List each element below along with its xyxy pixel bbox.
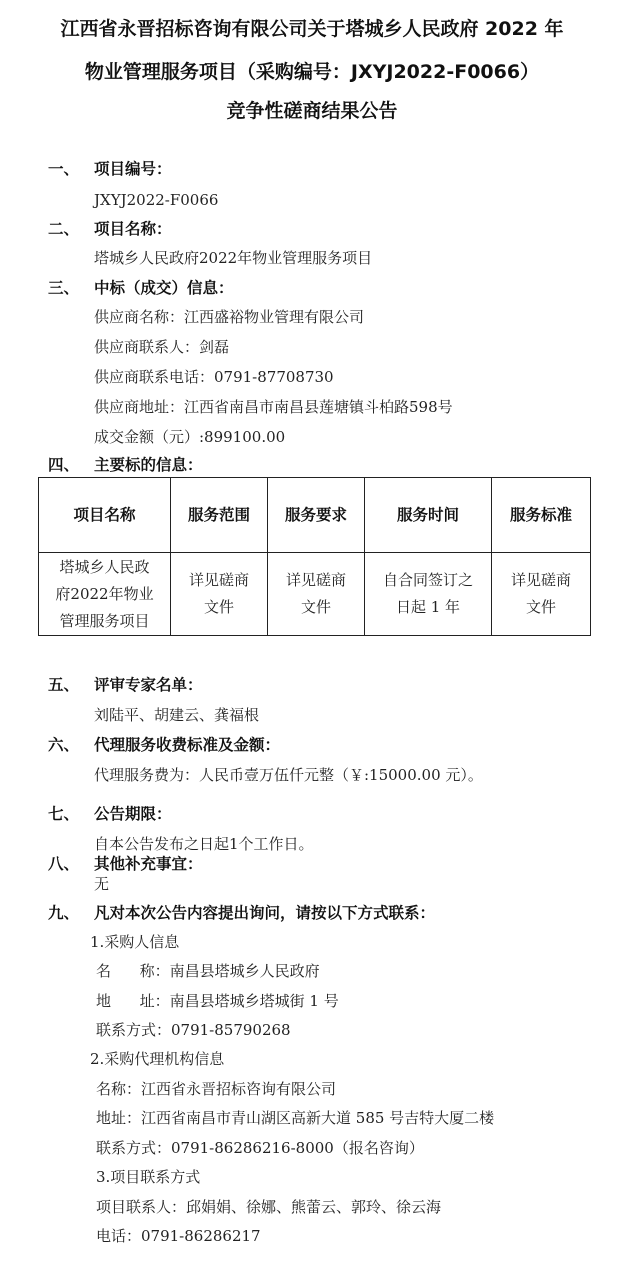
agency-phone: 联系方式：0791-86286216-8000（报名咨询） <box>96 1139 424 1157</box>
section-8-heading <box>48 854 203 874</box>
table-header-row <box>39 478 591 553</box>
table-cell <box>171 553 268 636</box>
section-3-heading <box>48 278 234 298</box>
supplementary-note: 无 <box>94 875 110 893</box>
cell-line: 详见磋商 <box>510 571 571 589</box>
supplier-address: 供应商地址：江西省南昌市南昌县莲塘镇斗柏路598号 <box>94 398 453 416</box>
section-title: 代理服务收费标准及金额： <box>94 736 281 754</box>
project-name: 塔城乡人民政府2022年物业管理服务项目 <box>94 249 373 267</box>
agency-name: 名称：江西省永晋招标咨询有限公司 <box>96 1080 337 1098</box>
supplier-name: 供应商名称：江西盛裕物业管理有限公司 <box>94 308 365 326</box>
table-cell <box>492 553 591 636</box>
cell-line: 日起 1 年 <box>395 598 461 616</box>
section-title: 项目编号： <box>94 160 172 178</box>
purchaser-address: 地 址：南昌县塔城乡塔城街 1 号 <box>96 992 339 1010</box>
subject-info-table <box>38 477 591 636</box>
supplier-contact: 供应商联系人：剑磊 <box>94 338 230 356</box>
section-5-heading <box>48 675 203 695</box>
cell-line: 文件 <box>300 598 331 616</box>
title-line-2: 物业管理服务项目（采购编号：JXYJ2022-F0066） <box>84 61 540 83</box>
section-number: 一、 <box>48 160 80 178</box>
table-header-cell: 服务标准 <box>492 478 591 553</box>
cell-line: 府2022年物业 <box>55 584 154 603</box>
section-6-heading <box>48 735 280 755</box>
section-title: 凡对本次公告内容提出询问，请按以下方式联系： <box>94 904 436 922</box>
purchaser-info-heading: 1.采购人信息 <box>90 933 180 951</box>
section-number: 八、 <box>48 855 80 873</box>
project-phone: 电话：0791-86286217 <box>96 1227 261 1245</box>
cell-line: 文件 <box>203 598 234 616</box>
section-number: 三、 <box>48 279 80 297</box>
section-title: 公告期限： <box>94 805 172 823</box>
section-title: 中标（成交）信息： <box>94 279 234 297</box>
expert-list: 刘陆平、胡建云、龚福根 <box>94 706 260 724</box>
section-number: 九、 <box>48 904 80 922</box>
section-number: 四、 <box>48 456 80 474</box>
section-number: 五、 <box>48 676 80 694</box>
cell-line: 塔城乡人民政 <box>59 557 150 576</box>
deal-amount: 成交金额（元）:899100.00 <box>94 428 286 446</box>
title-line-1: 江西省永晋招标咨询有限公司关于塔城乡人民政府 2022 年 <box>60 18 564 40</box>
table-cell <box>39 553 171 636</box>
cell-line: 管理服务项目 <box>59 611 150 630</box>
table-cell <box>268 553 365 636</box>
table-header-cell: 服务要求 <box>268 478 365 553</box>
section-1-heading <box>48 159 172 179</box>
agency-fee: 代理服务费为：人民币壹万伍仟元整（￥:15000.00 元）。 <box>94 766 483 784</box>
table-header-cell: 项目名称 <box>39 478 171 553</box>
section-9-heading <box>48 903 435 923</box>
notice-period: 自本公告发布之日起1个工作日。 <box>94 835 314 853</box>
purchaser-phone: 联系方式：0791-85790268 <box>96 1021 291 1039</box>
section-title: 其他补充事宜： <box>94 855 203 873</box>
section-2-heading <box>48 219 172 239</box>
cell-line: 详见磋商 <box>285 571 346 589</box>
agency-address: 地址：江西省南昌市青山湖区高新大道 585 号吉特大厦二楼 <box>96 1109 495 1127</box>
table-header-cell: 服务时间 <box>365 478 492 553</box>
section-4-heading <box>48 455 203 475</box>
agency-info-heading: 2.采购代理机构信息 <box>90 1050 225 1068</box>
title-line-3: 竞争性磋商结果公告 <box>226 100 398 122</box>
project-contact-heading: 3.项目联系方式 <box>96 1168 201 1186</box>
section-number: 六、 <box>48 736 80 754</box>
supplier-phone: 供应商联系电话：0791-87708730 <box>94 368 334 386</box>
cell-line: 自合同签订之 <box>382 571 473 589</box>
cell-line: 文件 <box>525 598 556 616</box>
cell-line: 详见磋商 <box>188 571 249 589</box>
table-cell <box>365 553 492 636</box>
table-header-cell: 服务范围 <box>171 478 268 553</box>
section-title: 评审专家名单： <box>94 676 203 694</box>
project-number: JXYJ2022-F0066 <box>94 191 219 209</box>
section-7-heading <box>48 804 172 824</box>
table-row <box>39 553 591 636</box>
section-number: 七、 <box>48 805 80 823</box>
purchaser-name: 名 称：南昌县塔城乡人民政府 <box>96 962 320 980</box>
section-number: 二、 <box>48 220 80 238</box>
section-title: 项目名称： <box>94 220 172 238</box>
project-contacts: 项目联系人：邱娟娟、徐娜、熊蕾云、郭玲、徐云海 <box>96 1198 442 1216</box>
section-title: 主要标的信息： <box>94 456 203 474</box>
